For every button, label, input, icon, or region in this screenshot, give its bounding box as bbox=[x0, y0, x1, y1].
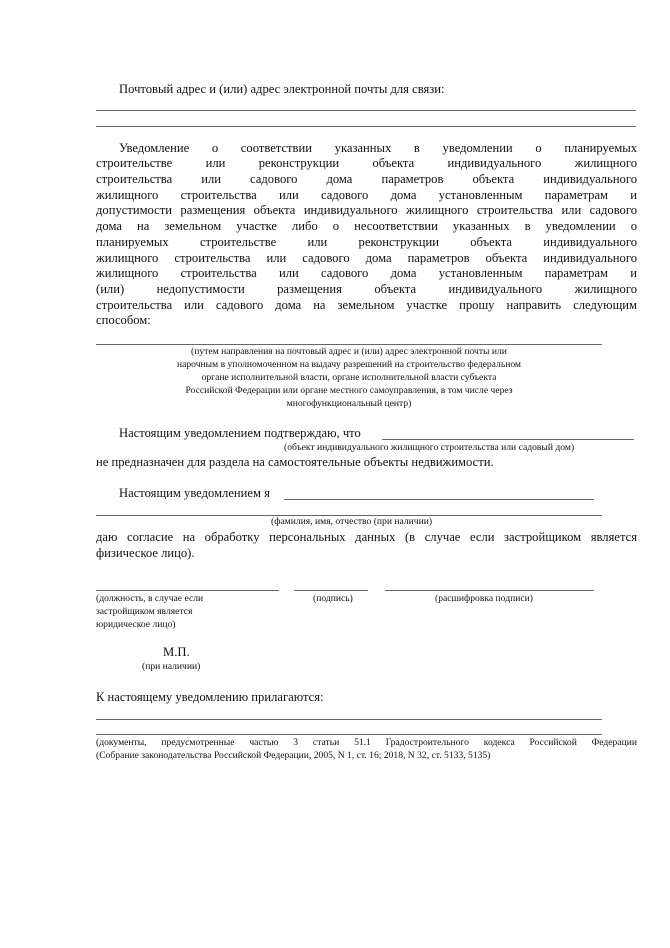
postal-address-label: Почтовый адрес и (или) адрес электронной почты для связи: bbox=[119, 82, 445, 96]
notice-line: Уведомление о соответствии указанных в уведомлении о планируемых bbox=[119, 141, 637, 155]
delivery-caption-line: нарочным в уполномоченном на выдачу разрешений на строительство федеральном bbox=[176, 359, 522, 370]
confirmation-caption: (объект индивидуального жилищного строительства или садовый дом) bbox=[284, 442, 575, 453]
notice-line: допустимости размещения объекта индивидуального жилищного строительства или садового bbox=[96, 203, 637, 217]
consent-line: даю согласие на обработку персональных данных (в случае если застройщиком является bbox=[96, 530, 637, 544]
delivery-caption-line: органе исполнительной власти, органе исполнительной власти субъекта bbox=[201, 372, 497, 383]
position-line[interactable] bbox=[96, 590, 279, 591]
delivery-caption-line: многофункциональный центр) bbox=[286, 398, 412, 409]
delivery-caption-line: (путем направления на почтовый адрес и (или) адрес электронной почты или bbox=[191, 346, 507, 357]
decoding-caption: (расшифровка подписи) bbox=[435, 593, 533, 604]
position-caption: (должность, в случае если bbox=[96, 593, 204, 604]
notice-line: жилищного строительства или садового дома установленным параметрам и bbox=[96, 188, 637, 202]
notice-line: (или) недопустимости размещения объекта индивидуального жилищного bbox=[96, 282, 637, 296]
attachments-line-2[interactable] bbox=[96, 734, 602, 735]
notice-line: жилищного строительства или садового дома установленным параметрам и bbox=[96, 266, 637, 280]
attachments-caption: (Собрание законодательства Российской Федерации, 2005, N 1, ст. 16; 2018, N 32, ст. 5133, 5135) bbox=[96, 750, 491, 761]
attachments-line-1[interactable] bbox=[96, 719, 602, 720]
consent-caption: (фамилия, имя, отчество (при наличии) bbox=[271, 516, 433, 527]
delivery-method-line[interactable] bbox=[96, 344, 602, 345]
confirmation-continuation: не предназначен для раздела на самостоятельные объекты недвижимости. bbox=[96, 455, 494, 469]
decoding-line[interactable] bbox=[385, 590, 594, 591]
seal-caption: (при наличии) bbox=[142, 661, 201, 672]
consent-line-end: физическое лицо). bbox=[96, 546, 195, 560]
consent-text: Настоящим уведомлением я bbox=[119, 486, 270, 500]
seal-mark: М.П. bbox=[163, 645, 190, 659]
consent-name-line[interactable] bbox=[284, 499, 594, 500]
notice-line: жилищного строительства или садового дома параметров объекта индивидуального bbox=[96, 251, 637, 265]
attachments-label: К настоящему уведомлению прилагаются: bbox=[96, 690, 324, 704]
postal-address-line-2[interactable] bbox=[96, 126, 636, 127]
confirmation-text: Настоящим уведомлением подтверждаю, что bbox=[119, 426, 361, 440]
position-caption: юридическое лицо) bbox=[96, 619, 176, 630]
notice-line: планируемых строительстве или реконструкции объекта индивидуального bbox=[96, 235, 637, 249]
notice-line: строительстве или реконструкции объекта индивидуального жилищного bbox=[96, 156, 637, 170]
notice-line: строительства или садового дома на земельном участке прошу направить следующим bbox=[96, 298, 637, 312]
postal-address-line-1[interactable] bbox=[96, 110, 636, 111]
notice-line: строительства или садового дома параметров объекта индивидуального bbox=[96, 172, 637, 186]
signature-caption: (подпись) bbox=[313, 593, 353, 604]
signature-line[interactable] bbox=[294, 590, 368, 591]
delivery-caption-line: Российской Федерации или органе местного самоуправления, в том числе через bbox=[185, 385, 513, 396]
notice-last-line: способом: bbox=[96, 313, 151, 327]
position-caption: застройщиком является bbox=[96, 606, 193, 617]
confirmation-object-line[interactable] bbox=[382, 439, 634, 440]
notice-line: дома на земельном участке либо о несоответствии указанных в уведомлении о bbox=[96, 219, 637, 233]
attachments-caption: (документы, предусмотренные частью 3 статьи 51.1 Градостроительного кодекса Российской Федерации bbox=[96, 737, 637, 748]
